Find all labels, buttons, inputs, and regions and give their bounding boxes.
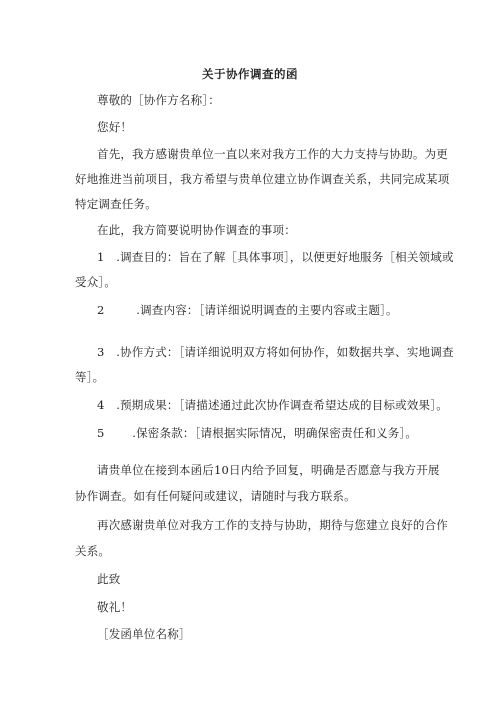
lead-text: 在此，我方简要说明协作调查的事项： — [97, 223, 296, 237]
item-text: .调查目的：旨在了解［具体事项］，以便更好地服务［相关领域或 — [116, 250, 454, 264]
list-item-3-continued: 等］。 — [75, 370, 105, 384]
page-title: 关于协作调查的函 — [202, 67, 298, 81]
request-line-1: 请贵单位在接到本函后10日内给予回复，明确是否愿意与我方开展 — [97, 463, 440, 477]
item-text: .协作方式：［请详细说明双方将如何协作，如数据共享、实地调查 — [116, 345, 454, 359]
salutation: 尊敬的［协作方名称］： — [97, 93, 220, 107]
list-item-4 — [97, 398, 448, 412]
sender-name: ［发函单位名称］ — [97, 627, 191, 641]
item-number: 3 — [97, 345, 105, 359]
item-text: .预期成果：［请描述通过此次协作调查希望达成的目标或效果］。 — [116, 398, 448, 412]
list-item-1-continued: 受众］。 — [75, 275, 117, 289]
intro-line-3: 特定调查任务。 — [75, 197, 157, 211]
closing-salute: 敬礼！ — [97, 600, 133, 614]
item-number: 5 — [97, 426, 105, 440]
closing-respectfully: 此致 — [97, 572, 121, 586]
list-item-3 — [97, 345, 454, 359]
list-item-1 — [97, 250, 454, 264]
intro-line-1: 首先，我方感谢贵单位一直以来对我方工作的大力支持与协助。为更 — [97, 147, 448, 161]
list-item-5 — [97, 426, 417, 440]
request-line-2: 协作调查。如有任何疑问或建议，请随时与我方联系。 — [75, 489, 356, 503]
item-number: 2 — [97, 303, 105, 317]
list-item-2 — [97, 303, 398, 317]
intro-line-2: 好地推进当前项目，我方希望与贵单位建立协作调查关系，共同完成某项 — [75, 172, 450, 186]
thanks-line-2: 关系。 — [75, 544, 111, 558]
item-number: 4 — [97, 398, 105, 412]
greeting: 您好！ — [97, 120, 133, 134]
thanks-line-1: 再次感谢贵单位对我方工作的支持与协助，期待与您建立良好的合作 — [97, 518, 448, 532]
item-text: .调查内容：［请详细说明调查的主要内容或主题］。 — [136, 303, 398, 317]
item-text: .保密条款：［请根据实际情况，明确保密责任和义务］。 — [132, 426, 418, 440]
item-number: 1 — [97, 250, 105, 264]
